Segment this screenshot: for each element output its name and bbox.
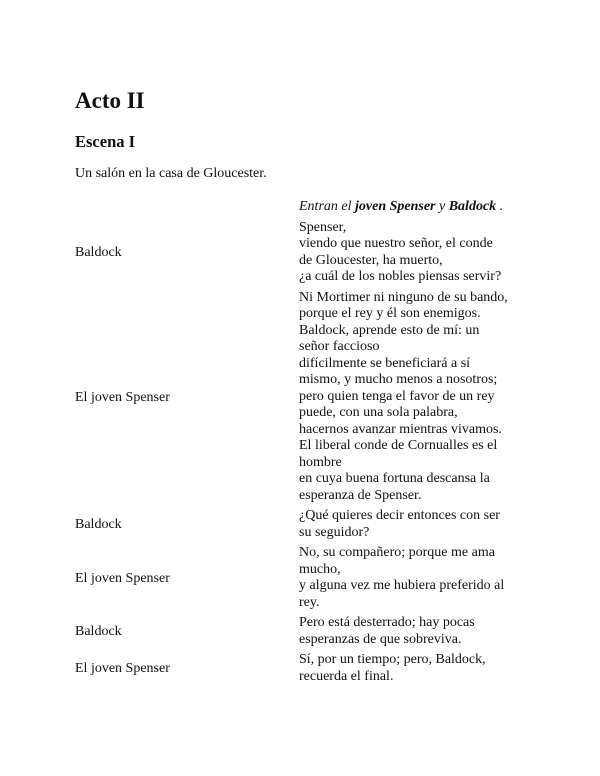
speech-line: de Gloucester, ha muerto, <box>299 252 443 268</box>
speaker-name: Baldock <box>75 245 122 261</box>
speech-line: mucho, <box>299 561 341 577</box>
speaker-name: Baldock <box>75 624 122 640</box>
speaker-name: El joven Spenser <box>75 389 170 405</box>
speech-line: viendo que nuestro señor, el conde <box>299 236 493 251</box>
stage-direction-conjunction: y <box>435 199 449 214</box>
stage-direction-character-2: Baldock <box>448 199 497 214</box>
speech <box>299 289 535 508</box>
stage-direction-character-1: joven Spenser <box>355 199 436 214</box>
speech-line: ¿a cuál de los nobles piensas servir? <box>299 269 502 284</box>
speech-line: mismo, y mucho menos a nosotros; <box>299 372 498 387</box>
stage-direction <box>299 198 535 219</box>
speech <box>299 507 535 544</box>
speech-line: Ni Mortimer ni ninguno de su bando, <box>299 289 508 305</box>
speech <box>299 219 535 289</box>
speech-line: hacernos avanzar mientras vivamos. <box>299 421 502 437</box>
speech-line: Sí, por un tiempo; pero, Baldock, <box>299 652 486 667</box>
act-title: Acto II <box>75 88 145 113</box>
stage-direction-row <box>75 198 535 219</box>
speech-line: No, su compañero; porque me ama <box>299 545 495 560</box>
speech-line: El liberal conde de Cornualles es el <box>299 438 498 453</box>
speech-line: esperanzas de que sobreviva. <box>299 631 462 647</box>
speech-line: rey. <box>299 594 320 610</box>
speech-line: Spenser, <box>299 219 347 235</box>
speaker-name: El joven Spenser <box>75 570 170 586</box>
speech-line: Baldock, aprende esto de mí: un <box>299 322 480 338</box>
dialogue-row <box>75 544 535 614</box>
dialogue-row <box>75 651 535 688</box>
scene-title: Escena I <box>75 132 136 151</box>
dialogue-row <box>75 289 535 508</box>
speaker-name: El joven Spenser <box>75 661 170 677</box>
speech <box>299 651 535 688</box>
speech-line: y alguna vez me hubiera preferido al <box>299 578 505 593</box>
speech-line: ¿Qué quieres decir entonces con ser <box>299 508 500 523</box>
speech-line: puede, con una sola palabra, <box>299 405 458 420</box>
dialogue-row <box>75 219 535 289</box>
speech-line: recuerda el final. <box>299 668 394 684</box>
speech-line: Pero está desterrado; hay pocas <box>299 615 475 630</box>
speech-line: pero quien tenga el favor de un rey <box>299 388 495 404</box>
scene-setting: Un salón en la casa de Gloucester. <box>75 166 267 181</box>
speech-line: señor faccioso <box>299 339 380 354</box>
speech <box>299 614 535 651</box>
speech-line: en cuya buena fortuna descansa la <box>299 471 490 486</box>
stage-direction-suffix: . <box>496 199 504 214</box>
stage-direction-prefix: Entran el <box>299 199 355 214</box>
speaker-name: Baldock <box>75 517 122 533</box>
speech-line: hombre <box>299 454 342 470</box>
dialogue-row <box>75 507 535 544</box>
speech-line: su seguidor? <box>299 524 370 540</box>
speech-line: esperanza de Spenser. <box>299 487 422 503</box>
speech <box>299 544 535 614</box>
speech-line: difícilmente se beneficiará a sí <box>299 355 471 371</box>
speech-line: porque el rey y él son enemigos. <box>299 306 481 321</box>
dialogue-table <box>75 198 535 688</box>
dialogue-row <box>75 614 535 651</box>
